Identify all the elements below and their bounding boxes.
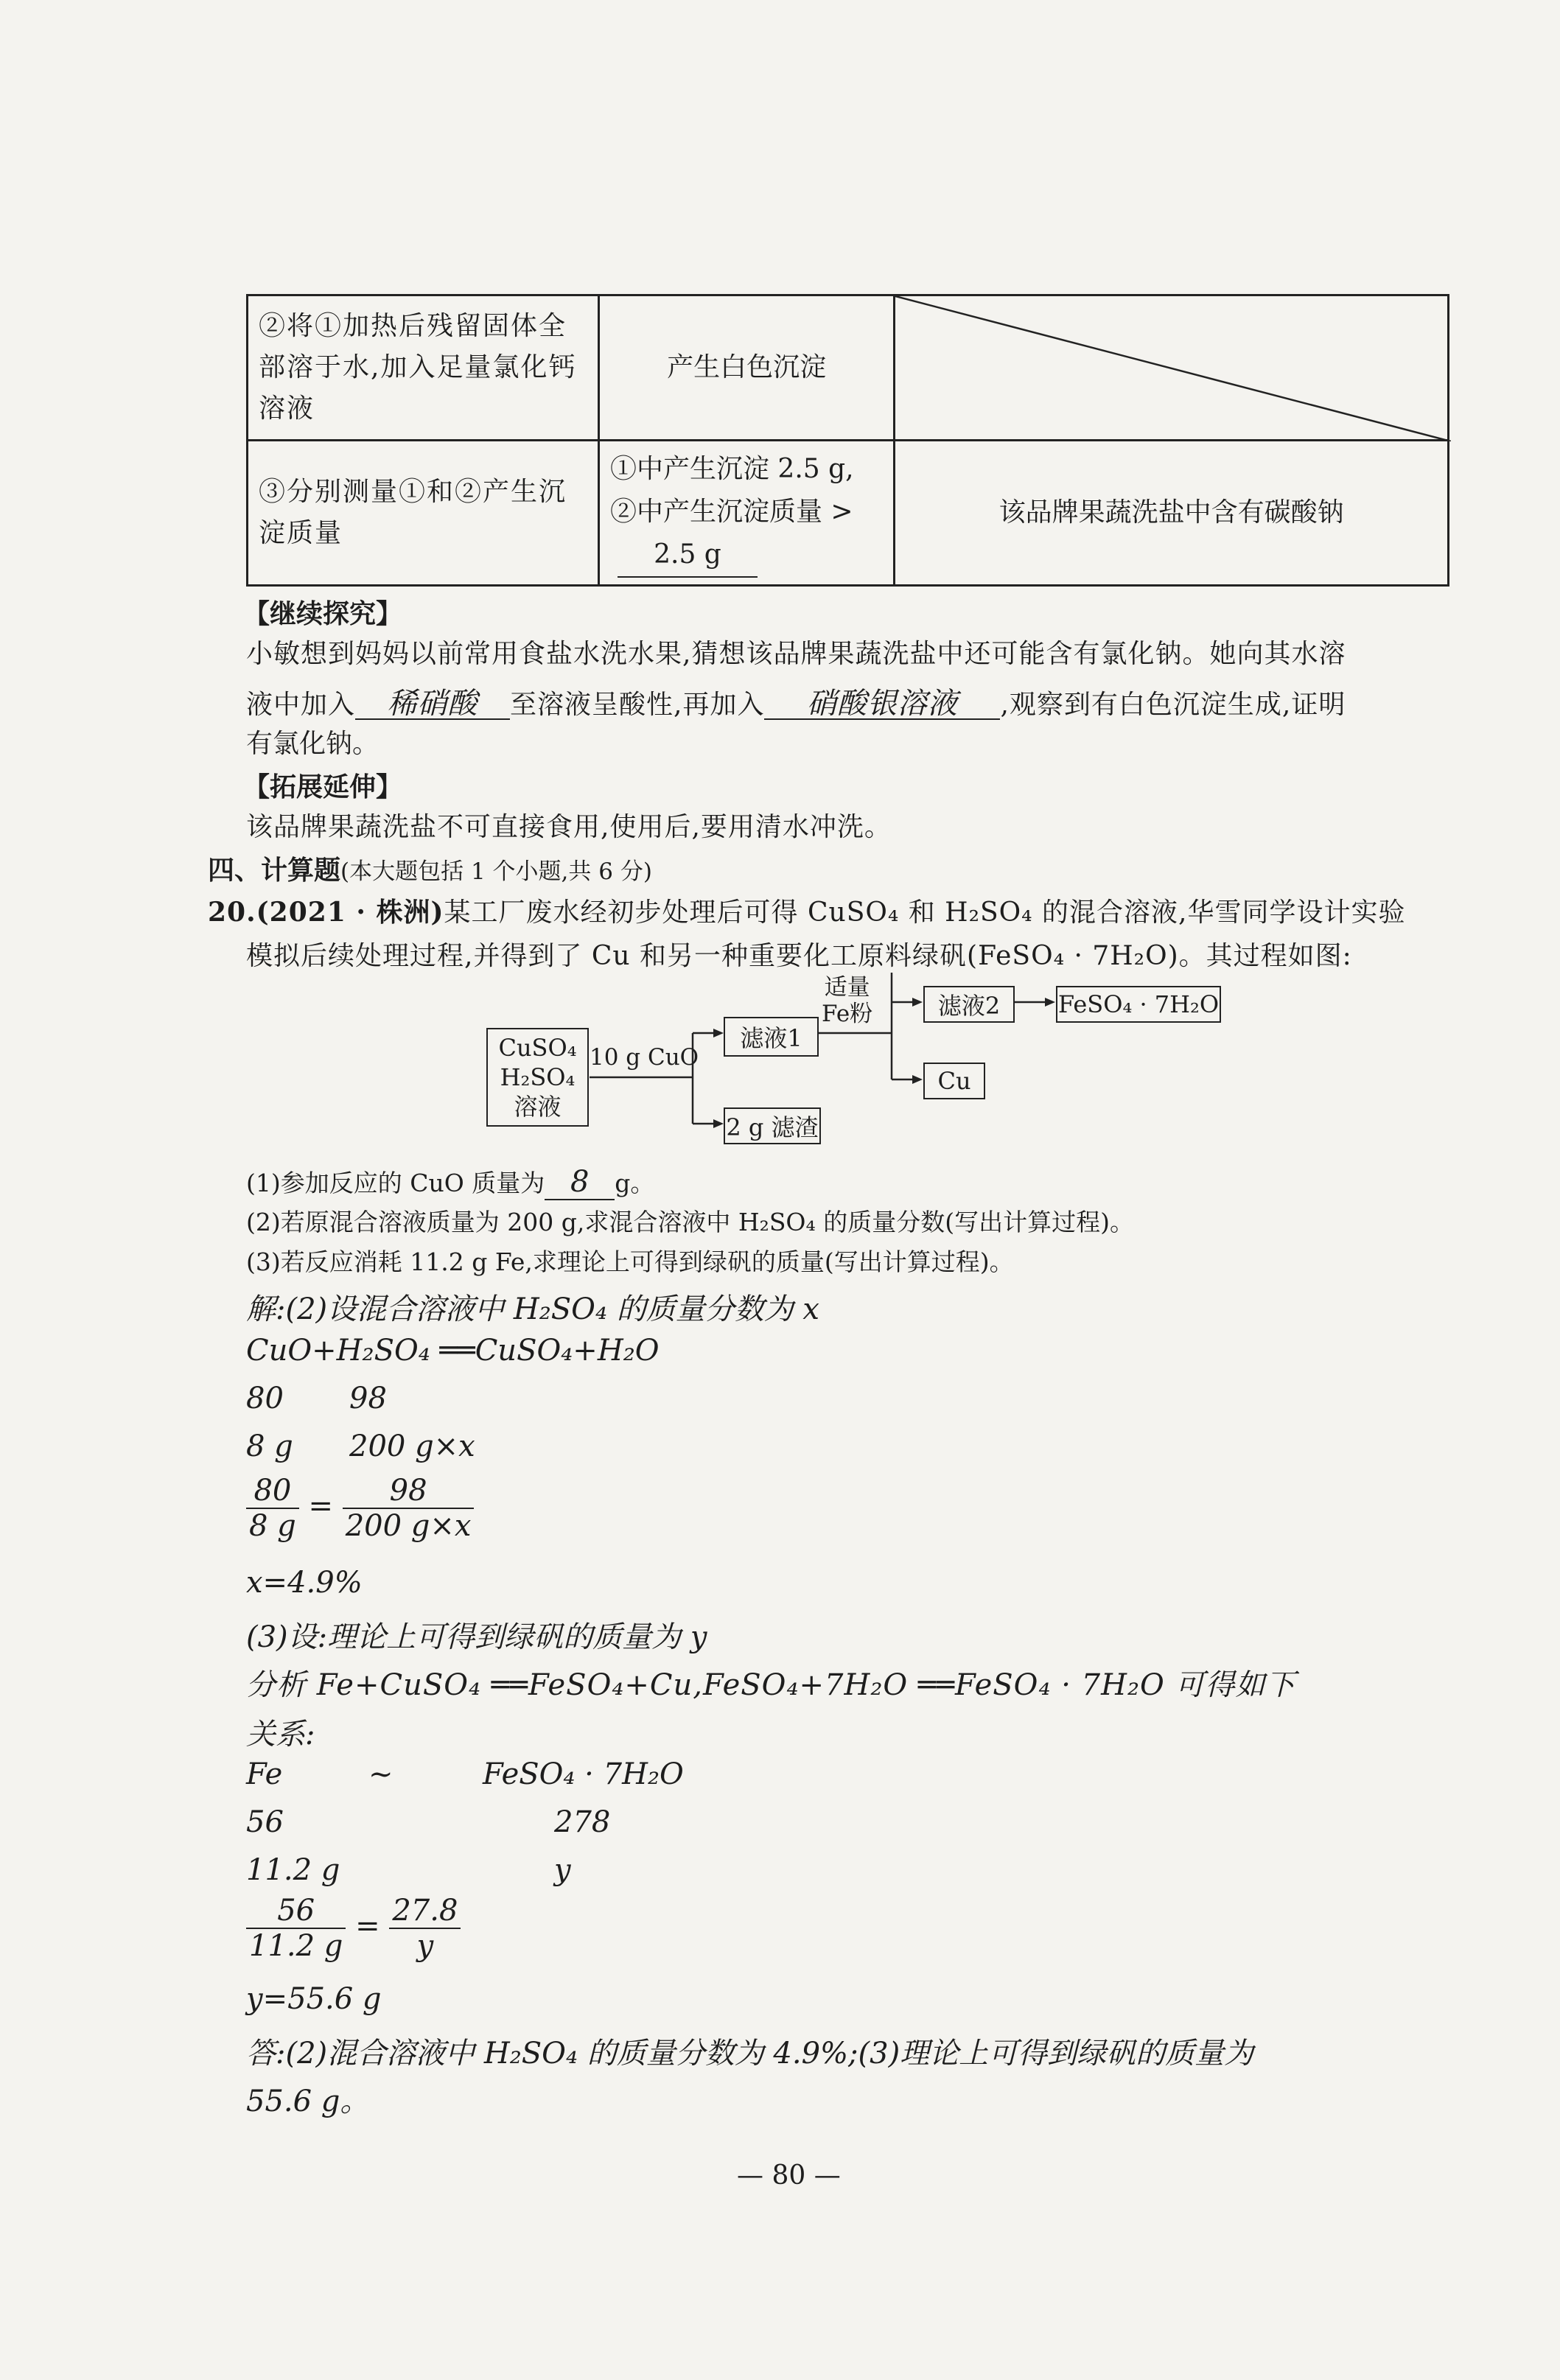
table-cell-step: ②将①加热后残留固体全部溶于水,加入足量氯化钙溶液 xyxy=(248,295,599,441)
phenomenon-line2: ②中产生沉淀质量 > xyxy=(609,497,853,527)
diagram-product-box: FeSO₄ · 7H₂O xyxy=(1056,986,1221,1023)
extend-heading: 【拓展延伸】 xyxy=(243,771,403,802)
q20-sub2: (2)若原混合溶液质量为 200 g,求混合溶液中 H₂SO₄ 的质量分数(写出计算过程)。 xyxy=(246,1208,1134,1236)
table-row xyxy=(248,441,1449,586)
solution-relation: 关系: xyxy=(246,1718,315,1751)
solution-mass1-b: 98 xyxy=(349,1382,387,1415)
solution-ratio2: $\frac{56}{11.2 g}$ = $\frac{27.8}{y}$ xyxy=(246,1894,461,1963)
answer-blank-acid: 稀硝酸 xyxy=(355,689,510,720)
solution-answer-line2: 55.6 g。 xyxy=(246,2085,370,2118)
page-number: — 80 — xyxy=(737,2160,841,2191)
solution-given2-a: 11.2 g xyxy=(246,1853,340,1887)
q20-line1: 20.(2021 · 株洲)某工厂废水经初步处理后可得 CuSO₄ 和 H₂SO₄ 的混合溶液,华雪同学设计实验 xyxy=(208,897,1406,928)
answer-blank-silver-nitrate: 硝酸银溶液 xyxy=(764,689,1000,720)
phenomenon-blank: 2.5 g xyxy=(618,533,758,578)
solution-given2-b: y xyxy=(554,1853,571,1887)
solution-mass1-a: 80 xyxy=(246,1382,284,1415)
table-cell-conclusion: 该品牌果蔬洗盐中含有碳酸钠 xyxy=(895,441,1449,586)
solution-mass2-a: 56 xyxy=(246,1805,284,1839)
extend-text: 该品牌果蔬洗盐不可直接食用,使用后,要用清水冲洗。 xyxy=(246,812,892,842)
q20-sub3: (3)若反应消耗 11.2 g Fe,求理论上可得到绿矾的质量(写出计算过程)。 xyxy=(246,1247,1014,1276)
diagram-reagent-fe: 适量 Fe粉 xyxy=(822,974,873,1027)
diagram-reagent-cuo: 10 g CuO xyxy=(590,1044,699,1071)
solution-result2: y=55.6 g xyxy=(246,1982,382,2016)
solution-given1-a: 8 g xyxy=(246,1429,293,1463)
solution-given1-b: 200 g×x xyxy=(349,1429,475,1463)
solution-rel-tilde: ~ xyxy=(368,1757,394,1791)
solution-ratio1: $\frac{80}{8 g}$ = $\frac{98}{200 g\times x}$ xyxy=(246,1474,474,1543)
solution-intro3: (3)设:理论上可得到绿矾的质量为 y xyxy=(246,1620,707,1654)
solution-mass2-b: 278 xyxy=(554,1805,611,1839)
continue-heading: 【继续探究】 xyxy=(243,598,403,629)
solution-answer-line1: 答:(2)混合溶液中 H₂SO₄ 的质量分数为 4.9%;(3)理论上可得到绿矾的质量为 xyxy=(246,2037,1254,2071)
experiment-table xyxy=(246,294,1449,587)
section4-heading: 四、计算题(本大题包括 1 个小题,共 6 分) xyxy=(208,855,652,886)
table-row xyxy=(248,295,1449,441)
continue-line2: 液中加入 稀硝酸 至溶液呈酸性,再加入 硝酸银溶液 ,观察到有白色沉淀生成,证明 xyxy=(246,687,1346,721)
diagonal-line xyxy=(895,296,1451,441)
solution-analysis: 分析 Fe+CuSO₄ ══FeSO₄+Cu,FeSO₄+7H₂O ══FeSO₄ · 7H₂O 可得如下 xyxy=(246,1668,1296,1702)
table-cell-empty xyxy=(895,295,1449,441)
solution-rel-b: FeSO₄ · 7H₂O xyxy=(483,1757,684,1791)
diagram-filtrate2-box: 滤液2 xyxy=(923,986,1015,1023)
solution-equation1: CuO+H₂SO₄ ══CuSO₄+H₂O xyxy=(246,1334,660,1368)
solution-result1: x=4.9% xyxy=(246,1566,363,1600)
table-cell-phenomenon xyxy=(598,441,894,586)
solution-rel-a: Fe xyxy=(246,1757,283,1791)
answer-blank-cuo-mass: 8 xyxy=(545,1165,615,1200)
solution-intro: 解:(2)设混合溶液中 H₂SO₄ 的质量分数为 x xyxy=(246,1292,819,1326)
diagram-residue-box: 2 g 滤渣 xyxy=(724,1107,821,1144)
continue-line3: 有氯化钠。 xyxy=(246,729,379,759)
diagram-start-box: CuSO₄ H₂SO₄ 溶液 xyxy=(486,1028,589,1127)
phenomenon-line1: ①中产生沉淀 2.5 g, xyxy=(609,454,854,484)
diagram-filtrate1-box: 滤液1 xyxy=(724,1017,819,1057)
continue-line1: 小敏想到妈妈以前常用食盐水洗水果,猜想该品牌果蔬洗盐中还可能含有氯化钠。她向其水溶 xyxy=(246,639,1346,669)
q20-line2: 模拟后续处理过程,并得到了 Cu 和另一种重要化工原料绿矾(FeSO₄ · 7H₂O)。其过程如图: xyxy=(246,941,1352,971)
diagram-copper-box: Cu xyxy=(923,1063,985,1099)
table-cell-phenomenon: 产生白色沉淀 xyxy=(598,295,894,441)
table-cell-step: ③分别测量①和②产生沉淀质量 xyxy=(248,441,599,586)
q20-sub1: (1)参加反应的 CuO 质量为 8 g。 xyxy=(246,1165,655,1199)
